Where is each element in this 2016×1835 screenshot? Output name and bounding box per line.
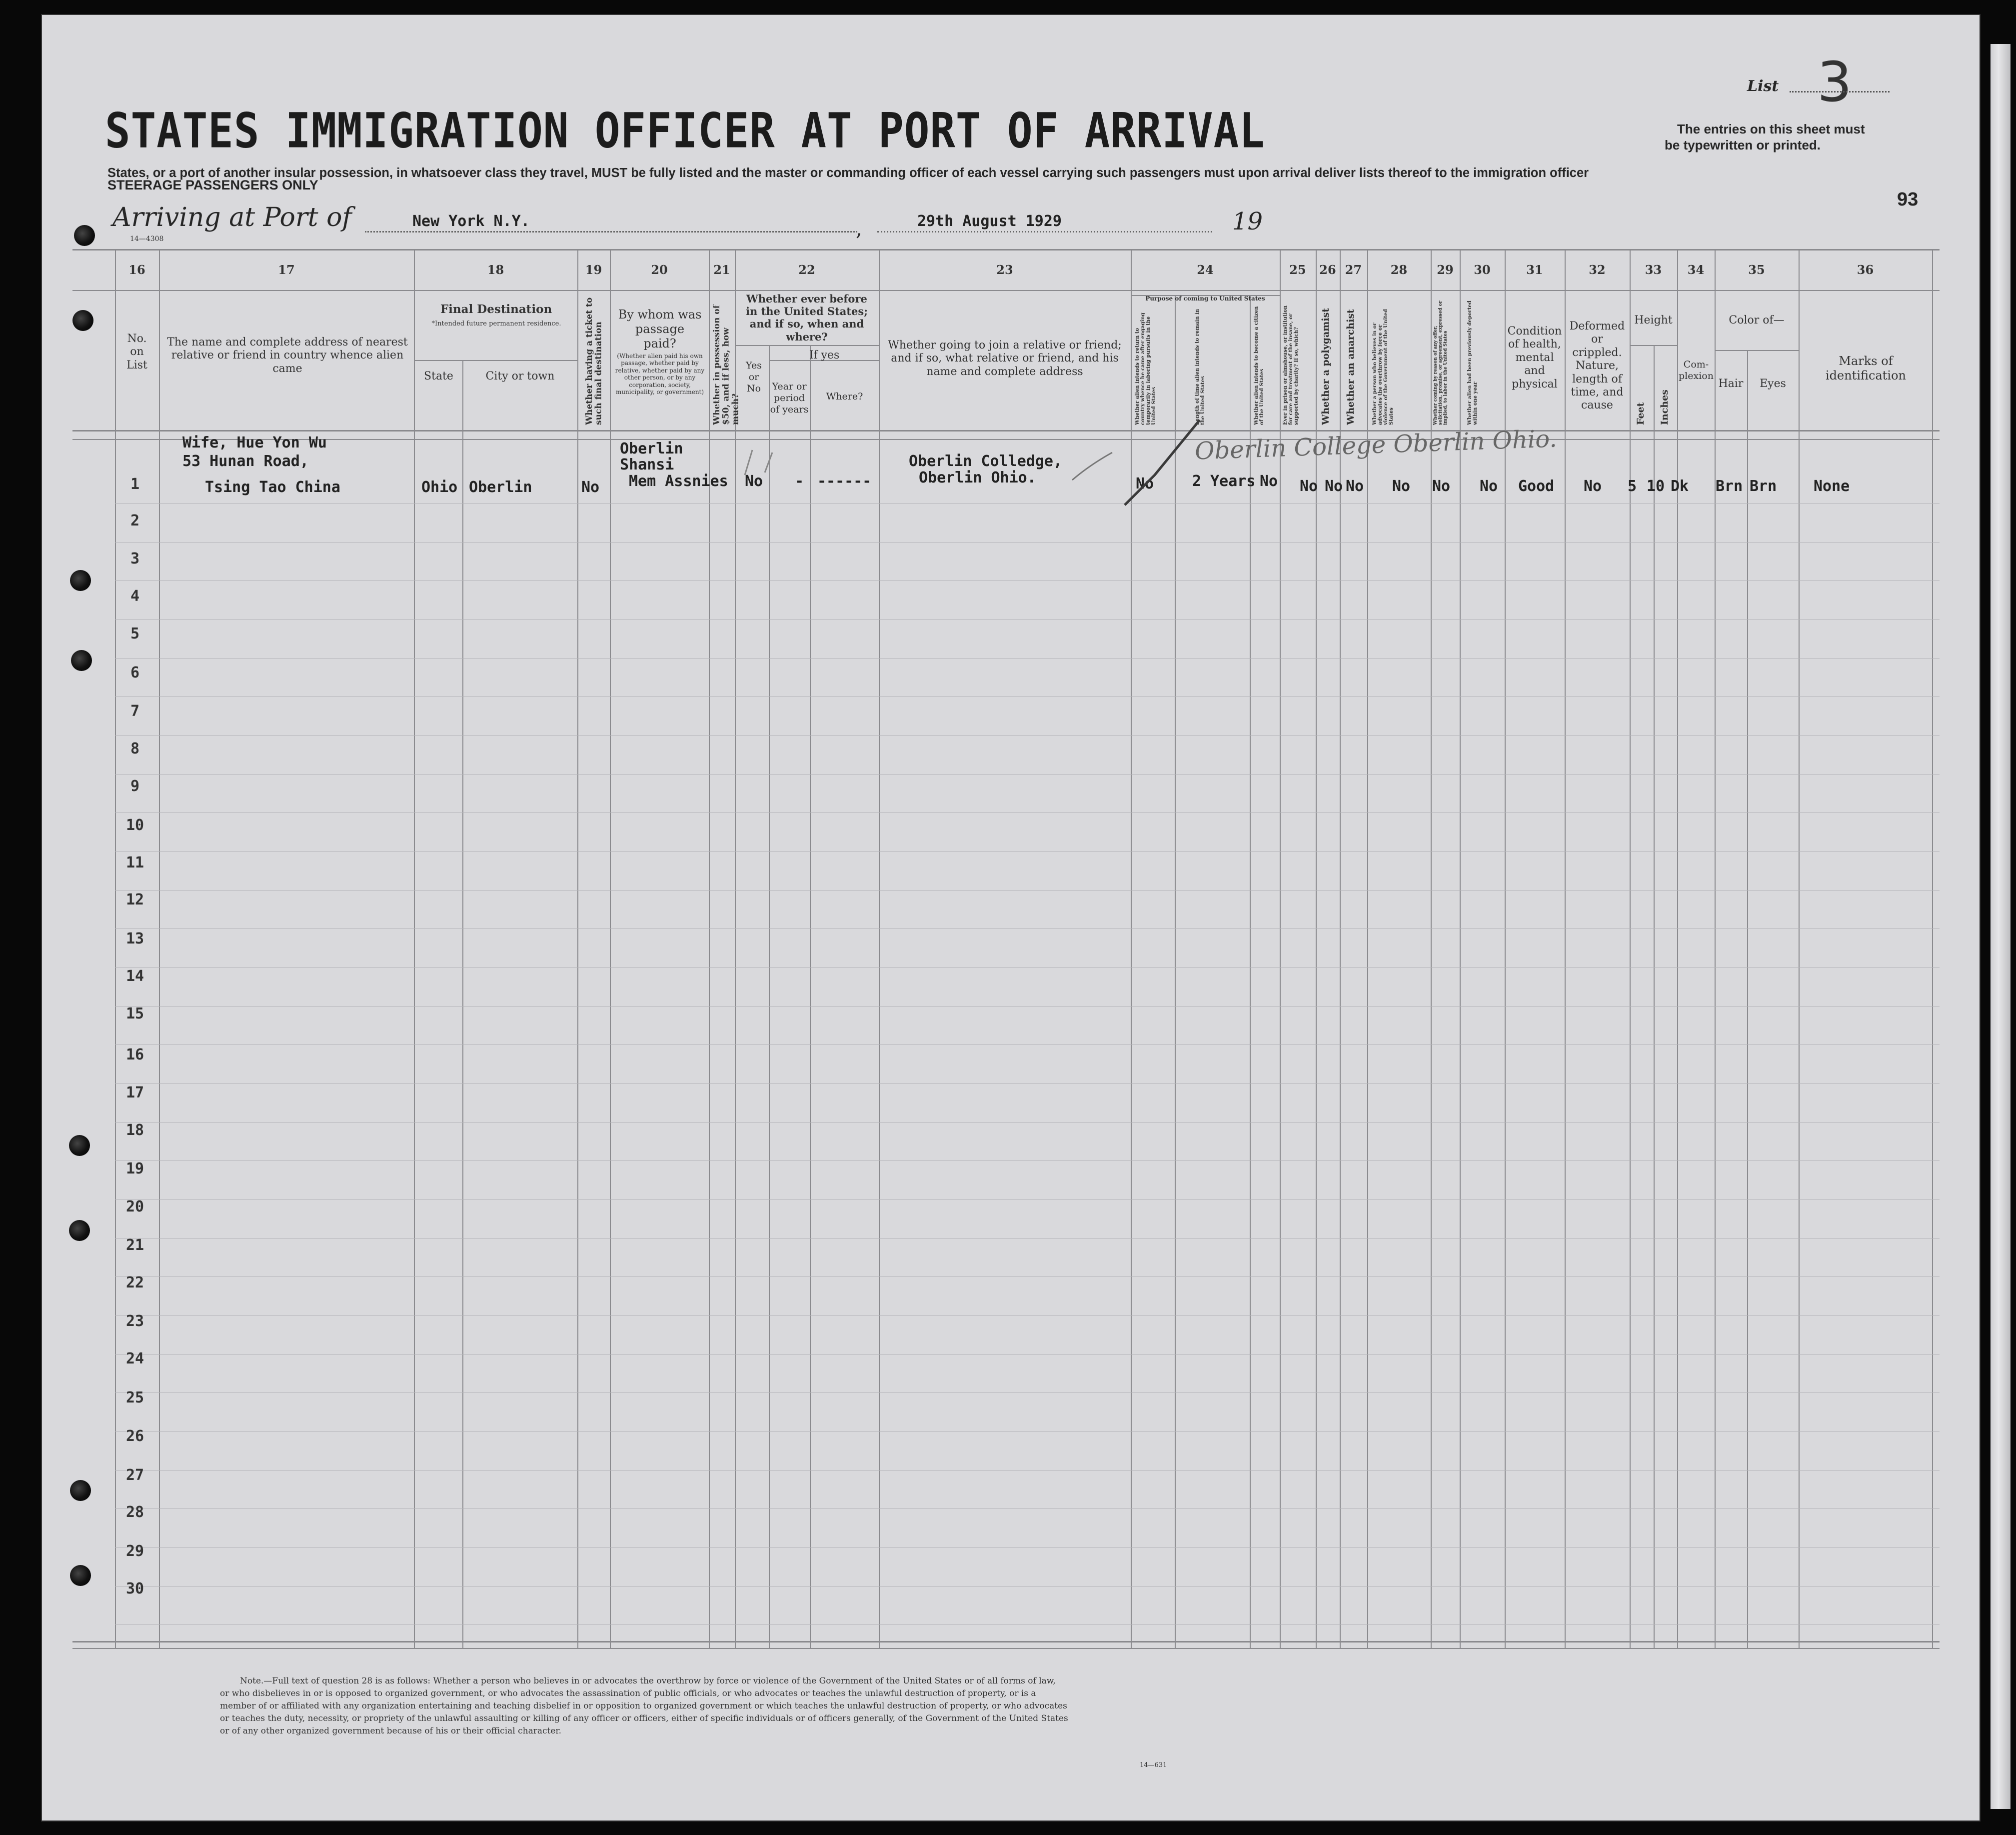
header-where: Where? — [826, 391, 863, 402]
col-divider — [1677, 250, 1678, 1648]
table-top-border — [72, 249, 1940, 250]
row-number: 12 — [125, 891, 144, 908]
row-number: 8 — [130, 740, 140, 758]
row-line — [115, 1547, 1940, 1548]
arrival-date: 29th August 1929 — [917, 212, 1062, 230]
footnote-line3: member of or affiliated with any organization entertaining and teaching disbelief in or opposition to organized government or which teaches the unlawful destruction of property, or who advocates — [220, 1701, 1067, 1711]
col-divider — [1565, 250, 1566, 1648]
header-ticket: Whether having a ticket to such final destination — [584, 297, 604, 425]
header-feet: Feet — [1635, 402, 1646, 425]
row-number: 29 — [125, 1542, 144, 1560]
column-number: 22 — [798, 262, 815, 277]
row-number: 22 — [125, 1274, 144, 1292]
entry-anarchist: No — [1346, 478, 1364, 495]
row-number: 11 — [125, 854, 144, 872]
header-deformed: Deformed or crippled. Nature, length of time, and cause — [1569, 320, 1625, 412]
entry-paid-line2: Shansi — [620, 456, 674, 474]
header-color-of: Color of— — [1729, 314, 1785, 326]
handwritten-annotation: Oberlin College Oberlin Ohio. — [1194, 424, 1558, 466]
row-number: 5 — [130, 625, 140, 642]
footnote-line5: or of any other organized government because of his or their official character. — [220, 1726, 562, 1736]
header-final-destination: Final Destination — [440, 302, 552, 316]
header-citizen: Whether alien intends to become a citizen of the United States — [1254, 306, 1265, 425]
column-number: 35 — [1748, 262, 1765, 277]
column-number: 23 — [996, 262, 1013, 277]
col-divider — [1460, 250, 1461, 1648]
entry-join-line2: Oberlin Ohio. — [919, 469, 1036, 486]
row-number: 17 — [125, 1084, 144, 1102]
list-underline — [1790, 91, 1890, 92]
colnum-separator — [72, 290, 1940, 291]
column-number: 32 — [1589, 262, 1606, 277]
header-marks: Marks of identification — [1825, 354, 1906, 382]
entry-money: No — [745, 472, 763, 490]
row-number: 1 — [130, 476, 140, 493]
header-deported: Whether alien had been previously deported within one year — [1467, 300, 1478, 425]
entry-length: 2 Years — [1192, 472, 1256, 490]
subheader-line — [1715, 350, 1799, 351]
col-divider — [879, 250, 880, 1648]
punch-hole — [70, 570, 91, 591]
footnote-line4: or teaches the duty, necessity, or propriety of the unlawful assaulting or killing of any officer or officers, either of specific individuals or of officers generally, of the Government of the United States — [220, 1714, 1068, 1724]
entry-relative-line3: Tsing Tao China — [205, 478, 340, 496]
header-passage-paid: By whom was passage paid? — [618, 308, 702, 350]
punch-hole — [70, 1565, 91, 1586]
footnote-line2: or who disbelieves in or is opposed to organized government, or who advocates the assassination of public officials, or who advocates or teaches the unlawful destruction of property, or is a — [220, 1688, 1036, 1698]
column-number: 34 — [1687, 262, 1705, 277]
row-line — [115, 967, 1940, 968]
row-number: 14 — [125, 968, 144, 985]
column-number: 26 — [1319, 262, 1336, 277]
entry-deported: No — [1480, 478, 1498, 495]
page-number: 93 — [1897, 189, 1919, 210]
row-number: 13 — [125, 930, 144, 948]
subheader-line — [1630, 345, 1677, 346]
entry-city: Oberlin — [469, 478, 532, 496]
entry-before-dash: - — [795, 472, 804, 490]
entry-paid-line3: Mem Assnies — [629, 472, 728, 490]
list-number: 3 — [1817, 50, 1852, 114]
entry-overthrow: No — [1392, 478, 1411, 495]
row-line — [115, 1276, 1940, 1277]
pencil-mark — [735, 445, 795, 480]
row-number: 4 — [130, 588, 140, 605]
col-divider — [610, 250, 611, 1648]
header-complexion: Com-plexion — [1679, 359, 1714, 382]
row-line — [115, 696, 1940, 697]
row-number: 30 — [125, 1580, 144, 1598]
row-line — [115, 735, 1940, 736]
row-line — [115, 1624, 1940, 1625]
punch-hole — [69, 1135, 90, 1156]
row-number: 19 — [125, 1160, 144, 1178]
row-line — [115, 1508, 1940, 1509]
column-number: 20 — [651, 262, 668, 277]
col-divider — [577, 250, 578, 1648]
subtitle: States, or a port of another insular possession, in whatsoever class they travel, MUST be fully listed and the master or commanding officer of each vessel carrying such passengers must upon arrival deliver lists thereof to the immigration officer — [107, 166, 1589, 180]
row-line — [115, 1199, 1940, 1200]
row-number: 26 — [125, 1428, 144, 1445]
header-period: Year or period of years — [770, 381, 809, 415]
column-number: 28 — [1390, 262, 1408, 277]
row-line — [115, 580, 1940, 581]
arriving-label: Arriving at Port of — [112, 202, 352, 232]
entry-deformed: No — [1584, 478, 1602, 495]
header-passage-paid-note: (Whether alien paid his own passage, whether paid by relative, whether paid by any other person, or by any corporation, society, municipality, or government) — [615, 352, 705, 396]
row-header-line — [72, 439, 1940, 440]
entry-labor: No — [1432, 478, 1451, 495]
entry-relative-line2: 53 Hunan Road, — [182, 452, 309, 470]
col-divider — [1715, 250, 1716, 1648]
entry-hair: Brn — [1716, 478, 1743, 495]
punch-hole — [74, 225, 95, 246]
list-label: List — [1747, 78, 1779, 95]
row-line — [115, 851, 1940, 852]
header-height: Height — [1634, 314, 1673, 326]
row-number: 25 — [125, 1389, 144, 1406]
header-intends-return: Whether alien intends to return to country whence he came after engaging temporarily in laboring pursuits in the United States — [1135, 312, 1157, 425]
col-divider — [1367, 250, 1368, 1648]
row-number: 20 — [125, 1198, 144, 1216]
entry-polygamist: No — [1325, 478, 1343, 495]
header-eyes: Eyes — [1760, 378, 1786, 390]
entry-join-line1: Oberlin Colledge, — [909, 452, 1063, 470]
column-number: 21 — [713, 262, 730, 277]
row-line — [115, 503, 1940, 504]
header-inches: Inches — [1659, 390, 1670, 425]
column-number: 31 — [1526, 262, 1543, 277]
header-join-relative: Whether going to join a relative or friend; and if so, what relative or friend, and his name and complete address — [888, 339, 1122, 378]
punch-hole — [70, 1480, 91, 1501]
steerage-label: STEERAGE PASSENGERS ONLY — [107, 178, 318, 192]
footnote-line1: Note.—Full text of question 28 is as follows: Whether a person who believes in or advocates the overthrow by force or violence of the Government of the United States or of all forms of law, — [240, 1676, 1056, 1686]
row-number: 16 — [125, 1046, 144, 1064]
row-number: 28 — [125, 1504, 144, 1521]
row-number: 6 — [130, 664, 140, 682]
row-number: 18 — [125, 1122, 144, 1139]
col-divider — [1505, 250, 1506, 1648]
entry-marks: None — [1814, 478, 1850, 495]
entry-eyes: Brn — [1750, 478, 1777, 495]
header-state: State — [424, 370, 453, 382]
entry-health: Good — [1518, 478, 1555, 495]
year-label: 19 — [1232, 208, 1263, 236]
header-purpose: Purpose of coming to United States — [1145, 295, 1265, 302]
row-line — [115, 812, 1940, 813]
entry-feet: 5 — [1628, 478, 1637, 495]
column-number: 16 — [128, 262, 145, 277]
header-length-of-stay: Length of time alien intends to remain in the United States — [1195, 308, 1206, 425]
typewritten-note-2: be typewritten or printed. — [1665, 138, 1821, 152]
header-no-on-list: No. on List — [126, 332, 147, 372]
table-bottom-border-2 — [72, 1648, 1940, 1649]
header-overthrow: Whether a person who believes in or advocates the overthrow by force or violence of the Government of the United States — [1372, 308, 1394, 425]
subheader-line — [735, 345, 879, 346]
header-if-yes: If yes — [809, 349, 840, 362]
entry-inches: 10 — [1647, 478, 1665, 495]
col-divider — [462, 360, 463, 1648]
row-line — [115, 1044, 1940, 1045]
column-number: 17 — [278, 262, 295, 277]
date-comma: , — [856, 218, 862, 240]
row-number: 9 — [130, 778, 140, 795]
col-divider — [1250, 295, 1251, 1648]
punch-hole — [71, 650, 92, 671]
col-divider — [810, 345, 811, 1648]
header-money: Whether in possession of $50, and if less, how much? — [712, 305, 741, 425]
column-number: 36 — [1857, 262, 1874, 277]
entry-state: Ohio — [421, 478, 458, 496]
column-number: 24 — [1197, 262, 1214, 277]
page-title: STATES IMMIGRATION OFFICER AT PORT OF ARRIVAL — [105, 102, 1265, 159]
row-line — [115, 928, 1940, 929]
header-ever-before: Whether ever before in the United States; and if so, when and where? — [746, 292, 868, 343]
row-number: 2 — [130, 512, 140, 530]
header-anarchist: Whether an anarchist — [1345, 309, 1356, 425]
entry-ticket: No — [581, 478, 600, 496]
footnote-code: 14—631 — [1140, 1762, 1167, 1769]
col-divider — [769, 345, 770, 1648]
entry-before-dashes: ------ — [817, 472, 872, 490]
column-number: 33 — [1645, 262, 1662, 277]
row-number: 21 — [125, 1236, 144, 1254]
punch-hole — [69, 1220, 90, 1241]
entry-relative-line1: Wife, Hue Yon Wu — [182, 434, 327, 452]
column-number: 30 — [1474, 262, 1491, 277]
col-divider — [1747, 350, 1748, 1648]
entry-prison: No — [1300, 478, 1318, 495]
header-city: City or town — [485, 370, 555, 382]
form-code: 14—4308 — [130, 235, 164, 243]
column-number: 27 — [1345, 262, 1362, 277]
entry-paid-line1: Oberlin — [620, 440, 683, 458]
row-number: 10 — [125, 816, 144, 834]
row-number: 7 — [130, 702, 140, 720]
row-number: 3 — [130, 550, 140, 568]
header-polygamist: Whether a polygamist — [1320, 308, 1331, 425]
port-value: New York N.Y. — [412, 212, 530, 230]
row-line — [115, 1160, 1940, 1161]
col-divider — [1799, 250, 1800, 1648]
header-bottom-border — [72, 430, 1940, 432]
header-hair: Hair — [1718, 378, 1744, 390]
col-divider — [709, 250, 710, 1648]
typewritten-note-1: The entries on this sheet must — [1677, 122, 1865, 136]
subheader-line — [414, 360, 577, 361]
row-line — [115, 1315, 1940, 1316]
header-labor-offer: Whether coming by reason of any offer, solicitation, promise, or agreement, expressed or implied, to labor in the United States — [1433, 300, 1448, 425]
row-number: 15 — [125, 1005, 144, 1022]
row-line — [115, 1083, 1940, 1084]
row-number: 23 — [125, 1312, 144, 1330]
port-underline — [365, 231, 857, 232]
row-line — [115, 619, 1940, 620]
col-divider — [1654, 345, 1655, 1648]
pencil-checkmark — [1120, 415, 1220, 515]
row-number: 24 — [125, 1350, 144, 1368]
manifest-sheet — [41, 14, 1981, 1822]
row-line — [115, 1431, 1940, 1432]
header-ever-before-yesno: Yes or No — [746, 360, 762, 394]
column-number: 18 — [487, 262, 504, 277]
entry-citizen: No — [1260, 472, 1278, 490]
column-number: 19 — [585, 262, 602, 277]
row-line — [115, 1392, 1940, 1393]
pencil-mark — [1070, 450, 1115, 485]
entry-complexion: Dk — [1671, 478, 1689, 495]
header-health: Condition of health, mental and physical — [1507, 325, 1562, 390]
col-divider — [159, 250, 160, 1648]
column-number: 25 — [1289, 262, 1306, 277]
col-divider — [414, 250, 415, 1648]
date-underline — [877, 231, 1212, 232]
col-divider — [1431, 250, 1432, 1648]
col-divider — [1932, 250, 1933, 1648]
table-bottom-border — [72, 1641, 1940, 1642]
punch-hole — [72, 310, 93, 331]
row-number: 27 — [125, 1466, 144, 1484]
header-nearest-relative: The name and complete address of nearest relative or friend in country whence alien came — [167, 336, 408, 375]
column-number: 29 — [1437, 262, 1454, 277]
col-divider — [1630, 250, 1631, 1648]
header-final-destination-note: *Intended future permanent residence. — [431, 320, 561, 328]
header-prison: Ever in prison or almshouse, or institution for care and treatment of the insane, or supported by charity? If so, which? — [1283, 305, 1299, 425]
entry-return: No — [1136, 475, 1154, 492]
